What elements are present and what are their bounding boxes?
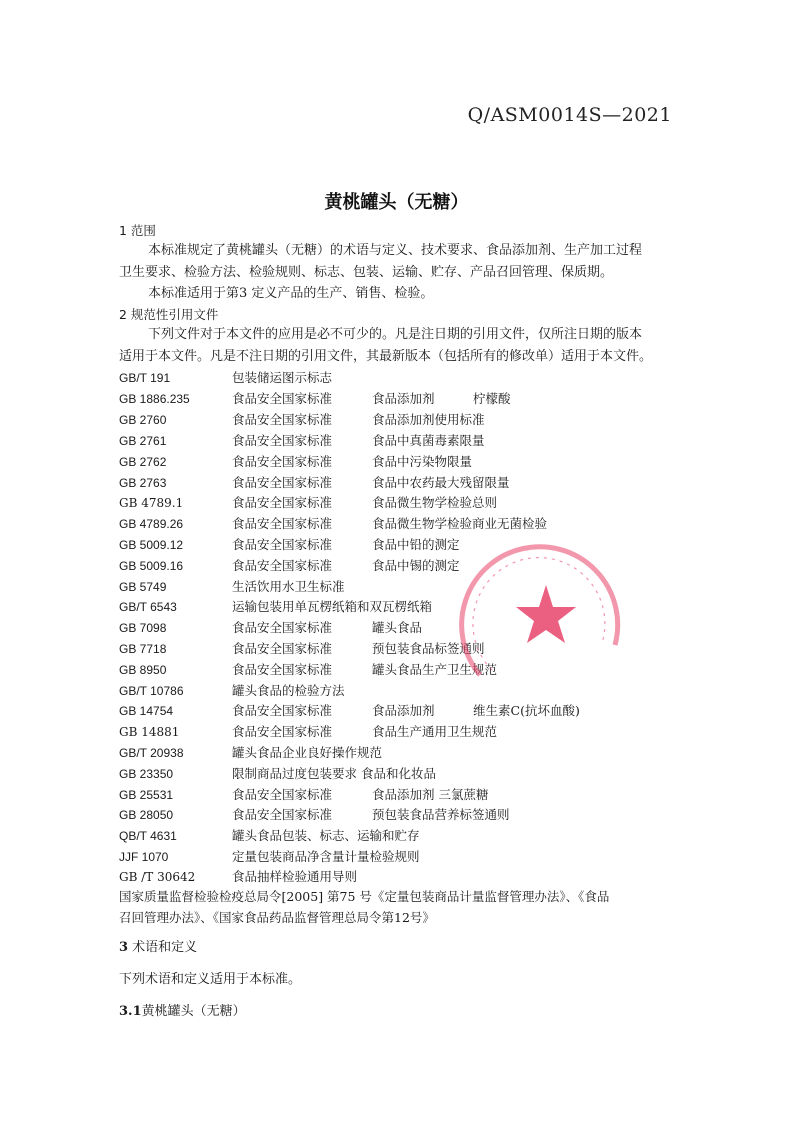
- reference-code: GB 2763: [119, 476, 167, 490]
- reference-code: GB 2761: [119, 434, 167, 448]
- reference-code: GB 14754: [119, 704, 174, 718]
- reference-code: GB/T 20938: [119, 746, 184, 760]
- reference-code: GB 4789.26: [119, 517, 184, 531]
- reference-title: 食品安全国家标准: [232, 475, 333, 490]
- company-seal-stamp: [450, 525, 632, 707]
- reference-title: 食品安全国家标准: [232, 807, 333, 822]
- section-3-heading: [119, 939, 197, 957]
- reference-title: 食品安全国家标准: [232, 724, 333, 739]
- subsection-3-1-number: 3.1: [119, 1004, 142, 1019]
- reference-code: QB/T 4631: [119, 829, 177, 843]
- reference-title: 食品安全国家标准: [232, 516, 333, 531]
- reference-title: 食品安全国家标准: [232, 412, 333, 427]
- reference-code: GB 2760: [119, 413, 167, 427]
- reference-detail: 维生素C(抗坏血酸): [473, 703, 580, 718]
- section-1-para-2: 本标准适用于第3 定义产品的生产、销售、检验。: [148, 286, 434, 301]
- reference-subtitle: 食品添加剂: [372, 703, 435, 718]
- reference-title: 运输包装用单瓦楞纸箱和双瓦楞纸箱: [232, 599, 433, 614]
- reference-code: GB 4789.1: [119, 496, 184, 510]
- reference-code: GB 28050: [119, 808, 174, 822]
- reference-subtitle: 食品中铅的测定: [372, 537, 460, 552]
- section-2-heading: 2 规范性引用文件: [119, 307, 219, 322]
- reference-subtitle: 食品添加剂使用标准: [372, 412, 485, 427]
- reference-subtitle: 食品中真菌毒素限量: [372, 433, 485, 448]
- section-2-intro-line-1: 下列文件对于本文件的应用是必不可少的。凡是注日期的引用文件，仅所注日期的版本: [148, 327, 643, 342]
- reference-code: JJF 1070: [119, 850, 169, 864]
- subsection-3-1-title: 黄桃罐头（无糖）: [141, 1004, 246, 1019]
- reference-code: GB 5009.12: [119, 538, 184, 552]
- reference-code: GB 7098: [119, 621, 167, 635]
- section-2-intro-line-2: 适用于本文件。凡是不注日期的引用文件，其最新版本（包括所有的修改单）适用于本文件。: [119, 349, 653, 364]
- reference-title: 限制商品过度包装要求 食品和化妆品: [232, 766, 436, 781]
- reference-title: 食品安全国家标准: [232, 662, 333, 677]
- section-1-para-1-line-2: 卫生要求、检验方法、检验规则、标志、包装、运输、贮存、产品召回管理、保质期。: [119, 265, 614, 280]
- seal-ring-arc: [462, 547, 618, 675]
- reference-detail: 柠檬酸: [473, 391, 511, 406]
- reference-code: GB 5009.16: [119, 559, 184, 573]
- reference-code: GB 1886.235: [119, 392, 190, 406]
- reference-subtitle: 食品添加剂 三氯蔗糖: [372, 787, 489, 802]
- section-1-para-1-line-1: 本标准规定了黄桃罐头（无糖）的术语与定义、技术要求、食品添加剂、生产加工过程: [148, 243, 643, 258]
- reference-title: 罐头食品包装、标志、运输和贮存: [232, 828, 420, 843]
- reference-code: GB/T 191: [119, 371, 171, 385]
- document-code: Q/ASM0014S—2021: [467, 104, 672, 126]
- reference-title: 生活饮用水卫生标准: [232, 579, 345, 594]
- reference-title: 包装储运图示标志: [232, 370, 333, 385]
- reference-title: 食品安全国家标准: [232, 391, 333, 406]
- reference-title: 食品安全国家标准: [232, 495, 333, 510]
- reference-subtitle: 罐头食品生产卫生规范: [372, 662, 498, 677]
- reference-code: GB 8950: [119, 663, 167, 677]
- document-title: 黄桃罐头（无糖）: [324, 192, 469, 213]
- reference-subtitle: 食品微生物学检验总则: [372, 495, 498, 510]
- reference-code: GB 14881: [119, 725, 180, 739]
- reference-title: 食品安全国家标准: [232, 454, 333, 469]
- reference-title: 罐头食品企业良好操作规范: [232, 745, 383, 760]
- section-3-intro: 下列术语和定义适用于本标准。: [119, 972, 302, 987]
- reference-code: GB 5749: [119, 580, 167, 594]
- reference-title: 定量包装商品净含量计量检验规则: [232, 849, 420, 864]
- reference-title: 食品抽样检验通用导则: [232, 869, 358, 884]
- reference-subtitle: 食品生产通用卫生规范: [372, 724, 498, 739]
- seal-star-icon: [516, 585, 576, 643]
- reference-code: GB 25531: [119, 788, 174, 802]
- seal-inner-arc: [473, 558, 605, 670]
- reference-code: GB/T 10786: [119, 684, 184, 698]
- regulation-note-line-1: 国家质量监督检验检疫总局令[2005] 第75 号《定量包装商品计量监督管理办法》、《食品: [119, 889, 610, 904]
- reference-subtitle: 食品微生物学检验商业无菌检验: [372, 516, 548, 531]
- reference-subtitle: 罐头食品: [372, 620, 423, 635]
- reference-subtitle: 食品中农药最大残留限量: [372, 475, 510, 490]
- reference-code: GB /T 30642: [119, 870, 196, 884]
- reference-code: GB 7718: [119, 642, 167, 656]
- reference-title: 食品安全国家标准: [232, 537, 333, 552]
- regulation-note-line-2: 召回管理办法》、《国家食品药品监督管理总局令第12号》: [119, 910, 435, 925]
- reference-title: 罐头食品的检验方法: [232, 683, 345, 698]
- subsection-3-1: [119, 1003, 246, 1021]
- reference-title: 食品安全国家标准: [232, 433, 333, 448]
- reference-subtitle: 食品添加剂: [372, 391, 435, 406]
- reference-title: 食品安全国家标准: [232, 641, 333, 656]
- reference-code: GB/T 6543: [119, 600, 177, 614]
- section-1-heading: 1 范围: [119, 223, 156, 238]
- reference-code: GB 23350: [119, 767, 174, 781]
- reference-title: 食品安全国家标准: [232, 787, 333, 802]
- reference-code: GB 2762: [119, 455, 167, 469]
- reference-subtitle: 预包装食品标签通则: [372, 641, 485, 656]
- reference-subtitle: 食品中锡的测定: [372, 558, 460, 573]
- reference-subtitle: 预包装食品营养标签通则: [372, 807, 510, 822]
- section-3-number: 3: [119, 940, 129, 955]
- reference-title: 食品安全国家标准: [232, 703, 333, 718]
- reference-subtitle: 食品中污染物限量: [372, 454, 473, 469]
- section-3-title: 术语和定义: [128, 940, 198, 955]
- reference-title: 食品安全国家标准: [232, 620, 333, 635]
- reference-title: 食品安全国家标准: [232, 558, 333, 573]
